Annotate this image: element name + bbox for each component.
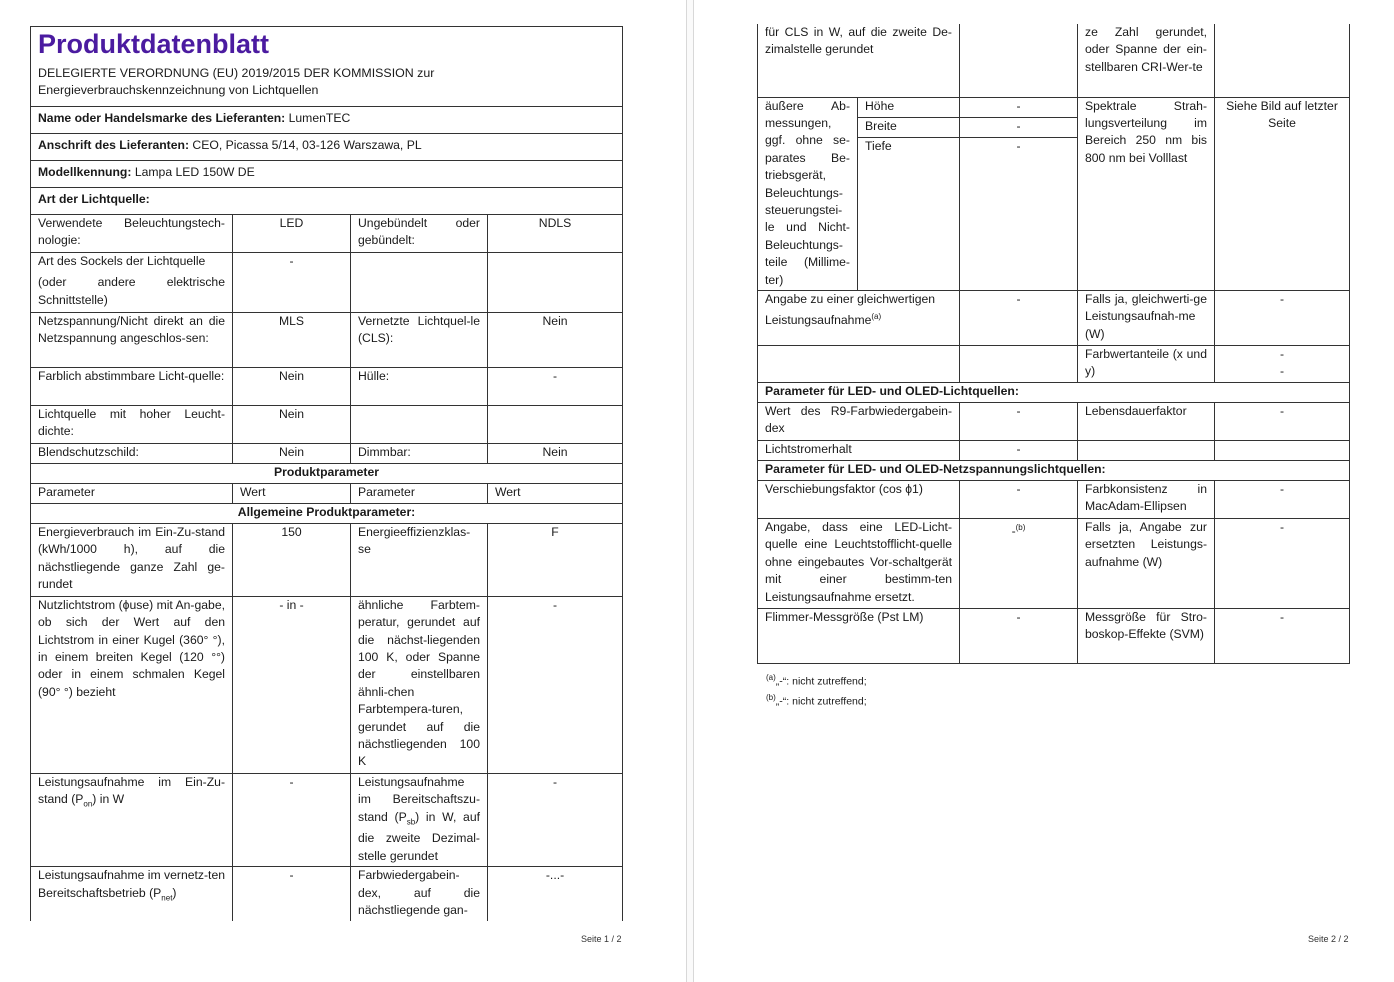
footnote-b	[766, 691, 867, 709]
ndls-label: Ungebündelt oder gebündelt:	[351, 214, 488, 252]
equiv-sup: (a)	[871, 312, 882, 322]
empty-cell	[351, 252, 488, 312]
empty-cell	[488, 252, 623, 312]
supplier-name-label: Name oder Handelsmarke des Lieferanten:	[38, 110, 286, 125]
product-params-heading: Produktparameter	[31, 463, 623, 483]
empty-cell	[488, 405, 623, 443]
glare-value: Nein	[233, 443, 351, 463]
psb-label-b: ) in W, auf die zweite Dezimal-stelle gerundet	[358, 809, 480, 863]
dim-depth-value: -	[960, 137, 1078, 290]
flicker-label: Flimmer-Messgröße (Pst LM)	[758, 608, 960, 663]
dim-width-label: Breite	[858, 117, 960, 137]
cls-value: Nein	[488, 312, 623, 367]
lumen-maintenance-value: -	[960, 440, 1078, 460]
energy-label: Energieverbrauch im Ein-Zu-stand (kWh/1000 h), auf die nächstliegende ganze Zahl ge-rundet	[31, 523, 233, 596]
pon-label-b: ) in W	[92, 792, 125, 807]
energy-value: 150	[233, 523, 351, 596]
flux-value: - in -	[233, 596, 351, 773]
product-sheet-table-page2	[757, 24, 1350, 664]
pon-value: -	[233, 773, 351, 866]
dimensions-label: äußere Ab-messungen, ggf. ohne se-parates Be-triebsgerät, Beleuchtungs-steuerungstei-le und Nicht-Beleuchtungs-teile (Millime-ter)	[758, 97, 858, 290]
cri-value: -...-	[488, 867, 623, 921]
page-number-1: Seite 1 / 2	[581, 934, 622, 944]
cap-label-line2: (oder andere elektrische Schnittstelle)	[38, 275, 225, 307]
equiv-label-text: Angabe zu einer gleichwertigen Leistungsaufnahme	[765, 291, 936, 328]
displacement-label: Verschiebungsfaktor (cos ϕ1)	[758, 480, 960, 518]
replacement-label: Angabe, dass eine LED-Licht-quelle eine Leuchtstofflicht-quelle ohne eingebautes Vor-schaltgerät mit einer bestimm-ten Leistungsaufnahme ersetzt.	[758, 518, 960, 608]
pon-label-a: Leistungsaufnahme im Ein-Zu-stand (P	[38, 774, 225, 807]
cont-right-label: ze Zahl gerundet, oder Spanne der ein-stellbaren CRI-Wer-te	[1078, 24, 1215, 97]
pon-label	[31, 773, 233, 866]
model-row	[31, 160, 623, 187]
psb-label-a: Leistungsaufnahme im Bereitschaftszu-stand (P	[358, 774, 480, 824]
psb-sub: sb	[406, 817, 416, 827]
empty-cell	[1078, 440, 1215, 460]
tunable-label: Farblich abstimmbare Licht-quelle:	[31, 367, 233, 405]
equiv-label	[758, 290, 960, 345]
chromaticity-x: -	[1279, 346, 1285, 361]
ndls-value: NDLS	[488, 214, 623, 252]
page-number-2: Seite 2 / 2	[1308, 934, 1349, 944]
col-header-param: Parameter	[31, 483, 233, 503]
psb-label	[351, 773, 488, 866]
col-header-value: Wert	[233, 483, 351, 503]
envelope-value: -	[488, 367, 623, 405]
tunable-value: Nein	[233, 367, 351, 405]
replacement-power-value: -	[1215, 518, 1350, 608]
empty-cell	[960, 345, 1078, 382]
pnet-value: -	[233, 867, 351, 921]
cct-value: -	[488, 596, 623, 773]
high-luminance-label: Lichtquelle mit hoher Leucht-dichte:	[31, 405, 233, 443]
tech-value: LED	[233, 214, 351, 252]
cls-label: Vernetzte Lichtquel-le (CLS):	[351, 312, 488, 367]
svm-label: Messgröße für Stro-boskop-Effekte (SVM)	[1078, 608, 1215, 663]
col-header-param2: Parameter	[351, 483, 488, 503]
dim-height-value: -	[960, 97, 1078, 117]
glare-label: Blendschutzschild:	[31, 443, 233, 463]
replacement-value-text: -	[1011, 524, 1016, 539]
survival-label: Lebensdauerfaktor	[1078, 402, 1215, 440]
svm-value: -	[1215, 608, 1350, 663]
spd-value: Siehe Bild auf letzter Seite	[1215, 97, 1350, 290]
envelope-label: Hülle:	[351, 367, 488, 405]
mains-label: Netzspannung/Nicht direkt an die Netzspannung angeschlos-sen:	[31, 312, 233, 367]
cont-left-label: für CLS in W, auf die zweite De-zimalstelle gerundet	[758, 24, 960, 97]
cap-value: -	[233, 252, 351, 312]
empty-cell	[1215, 440, 1350, 460]
colour-consistency-label: Farbkonsistenz in MacAdam-Ellipsen	[1078, 480, 1215, 518]
class-label: Energieeffizienzklas-se	[351, 523, 488, 596]
footnote-a	[766, 671, 867, 689]
chromaticity-label: Farbwertanteile (x und y)	[1078, 345, 1215, 382]
r9-value: -	[960, 402, 1078, 440]
empty-cell	[758, 345, 960, 382]
footnote-b-text: „-“: nicht zutreffend;	[775, 695, 867, 708]
pnet-sub: net	[161, 893, 173, 903]
footnote-a-marker: (a)	[766, 673, 776, 682]
r9-label: Wert des R9-Farbwiedergabein-dex	[758, 402, 960, 440]
led-params-heading: Parameter für LED- und OLED-Lichtquellen:	[758, 382, 1350, 402]
dimmable-value: Nein	[488, 443, 623, 463]
page-1	[30, 26, 622, 921]
model-value: Lampa LED 150W DE	[134, 164, 255, 179]
high-luminance-value: Nein	[233, 405, 351, 443]
lumen-maintenance-label: Lichtstromerhalt	[758, 440, 960, 460]
supplier-address-value: CEO, Picassa 5/14, 03-126 Warszawa, PL	[192, 137, 422, 152]
spd-label: Spektrale Strah-lungsverteilung im Bereich 250 nm bis 800 nm bei Volllast	[1078, 97, 1215, 290]
dim-depth-label: Tiefe	[858, 137, 960, 290]
model-label: Modellkennung:	[38, 164, 132, 179]
supplier-address-label: Anschrift des Lieferanten:	[38, 137, 190, 152]
class-value: F	[488, 523, 623, 596]
psb-value: -	[488, 773, 623, 866]
general-params-heading: Allgemeine Produktparameter:	[31, 503, 623, 523]
pon-sub: on	[83, 799, 93, 809]
cap-label-line1: Art des Sockels der Lichtquelle	[38, 253, 206, 268]
page-2	[757, 24, 1349, 664]
equiv-value: -	[960, 290, 1078, 345]
replacement-sup: (b)	[1015, 522, 1026, 532]
chromaticity-value	[1215, 345, 1350, 382]
mains-params-heading: Parameter für LED- und OLED-Netzspannungslichtquellen:	[758, 460, 1350, 480]
cri-label: Farbwiedergabein-dex, auf die nächstliegende gan-	[351, 867, 488, 921]
supplier-name-row	[31, 106, 623, 133]
regulation-text: DELEGIERTE VERORDNUNG (EU) 2019/2015 DER KOMMISSION zur Energieverbrauchskennzeichnung von Lichtquellen	[38, 66, 435, 98]
pnet-label	[31, 867, 233, 921]
dim-width-value: -	[960, 117, 1078, 137]
empty-cell	[351, 405, 488, 443]
flux-label: Nutzlichtstrom (ϕuse) mit An-gabe, ob sich der Wert auf den Lichtstrom in einer Kugel (360° °), in einem breiten Kegel (120 °°) oder in einem schmalen Kegel (90° °) bezieht	[31, 596, 233, 773]
cct-label: ähnliche Farbtem-peratur, gerundet auf die nächst-liegenden 100 K, oder Spanne der einstellbaren ähnli-chen Farbtempera-turen, gerundet auf die nächstliegenden 100 K	[351, 596, 488, 773]
cap-label	[31, 252, 233, 312]
displacement-value: -	[960, 480, 1078, 518]
product-sheet-table-page1	[30, 26, 623, 921]
survival-value: -	[1215, 402, 1350, 440]
equiv-power-value: -	[1215, 290, 1350, 345]
page-title: Produktdatenblatt	[38, 29, 270, 59]
type-heading: Art der Lichtquelle:	[31, 187, 623, 214]
dimmable-label: Dimmbar:	[351, 443, 488, 463]
supplier-name-value: LumenTEC	[288, 110, 351, 125]
flicker-value: -	[960, 608, 1078, 663]
pnet-label-b: )	[172, 885, 177, 900]
page-divider	[686, 0, 694, 982]
colour-consistency-value: -	[1215, 480, 1350, 518]
footnote-b-marker: (b)	[766, 693, 776, 702]
dim-height-label: Höhe	[858, 97, 960, 117]
replacement-value	[960, 518, 1078, 608]
empty-cell	[1215, 24, 1350, 97]
equiv-power-label: Falls ja, gleichwerti-ge Leistungsaufnah-me (W)	[1078, 290, 1215, 345]
col-header-value2: Wert	[488, 483, 623, 503]
replacement-power-label: Falls ja, Angabe zur ersetzten Leistungs-aufnahme (W)	[1078, 518, 1215, 608]
chromaticity-y: -	[1279, 364, 1285, 379]
pnet-label-a: Leistungsaufnahme im vernetz-ten Bereitschaftsbetrieb (P	[38, 868, 225, 900]
footnote-a-text: „-“: nicht zutreffend;	[775, 675, 867, 688]
tech-label: Verwendete Beleuchtungstech-nologie:	[31, 214, 233, 252]
supplier-address-row	[31, 133, 623, 160]
empty-cell	[960, 24, 1078, 97]
mains-value: MLS	[233, 312, 351, 367]
header-cell	[31, 27, 623, 107]
